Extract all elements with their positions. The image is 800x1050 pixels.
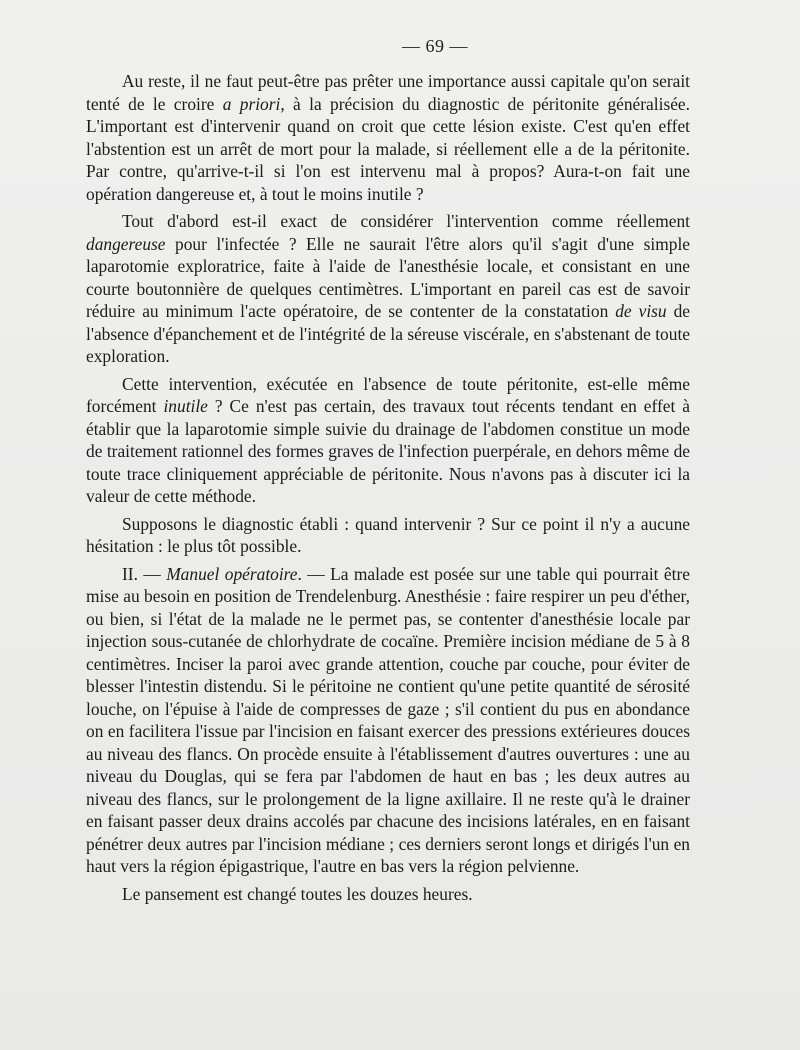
paragraph: [86, 563, 690, 878]
text-run: ? Ce n'est pas certain, des travaux tout récents tendant en effet à établir que la laparotomie simple suivie du drainage de l'abdomen constitue un mode de traitement rationnel des formes graves de l'infection puerpérale, en dehors même de toute trace cliniquement appréciable de péritonite. Nous n'avons pas à discuter ici la valeur de cette méthode.: [86, 396, 690, 506]
italic-text-run: Manuel opératoire: [166, 563, 298, 584]
body-text: [86, 70, 690, 905]
text-run: Tout d'abord est-il exact de considérer l'intervention comme réellement: [122, 211, 690, 231]
italic-text-run: de visu: [615, 301, 667, 321]
page-number: — 69 —: [402, 36, 468, 56]
text-run: Le pansement est changé toutes les douzes heures.: [122, 883, 473, 904]
text-run: , à la précision du diagnostic de péritonite généralisée. L'important est d'intervenir quand on croit que cette lésion existe. C'est qu'en effet l'abstention est un arrêt de mort pour la malade, si réellement elle a de la péritonite. Par contre, qu'arrive-t-il si l'on est intervenu mal à propos? Aura-t-on fait une opération dangereuse et, à tout le moins inutile ?: [86, 93, 690, 204]
text-run: Supposons le diagnostic établi : quand intervenir ? Sur ce point il n'y a aucune hésitation : le plus tôt possible.: [86, 513, 690, 556]
paragraph: [86, 70, 690, 205]
italic-text-run: inutile: [163, 396, 208, 416]
paragraph: [86, 513, 690, 558]
text-run: . — La malade est posée sur une table qui pourrait être mise au besoin en position de Trendelenburg. Anesthésie : faire respirer un peu d'éther, ou bien, si l'état de la malade ne le permet pas, se contenter d'anesthésie locale par injection sous-cutanée de chlorhydrate de cocaïne. Première incision médiane de 5 à 8 centimètres. Inciser la paroi avec grande attention, couche par couche, pour éviter de blesser l'intestin distendu. Si le péritoine ne contient qu'une petite quantité de sérosité louche, on l'épuise à l'aide de compresses de gaze ; s'il contient du pus en abondance on en facilitera l'issue par l'incision en faisant exercer des pressions extérieures douces au niveau des flancs. On procède ensuite à l'établissement d'autres ouvertures : une au niveau du Douglas, qui se fera par l'abdomen de haut en bas ; les deux autres au niveau des flancs, sur le prolongement de la ligne axillaire. Il ne reste qu'à le drainer en faisant passer deux drains accolés par chacune des incisions latérales, en en faisant pénétrer deux autres par l'incision médiane ; ces derniers seront longs et dirigés l'un en haut vers la région épigastrique, l'autre en bas vers la région pelvienne.: [86, 563, 690, 876]
text-run: de l'absence d'épanchement et de l'intégrité de la séreuse viscérale, en s'abstenant de toute exploration.: [86, 301, 690, 366]
paragraph: [86, 883, 690, 906]
text-run: II. —: [122, 563, 167, 584]
paragraph: [86, 373, 690, 508]
paragraph: [86, 210, 690, 368]
italic-text-run: a priori: [222, 93, 281, 114]
text-run: Cette intervention, exécutée en l'absence de toute péritonite, est-elle même forcément: [86, 373, 690, 416]
text-run: Au reste, il ne faut peut-être pas prêter une importance aussi capitale qu'on serait tenté de le croire: [86, 71, 690, 114]
italic-text-run: dangereuse: [86, 233, 166, 254]
text-run: pour l'infectée ? Elle ne saurait l'être alors qu'il s'agit d'une simple laparotomie exploratrice, faite à l'aide de l'anesthésie locale, et consistant en une courte boutonnière de quelques centimètres. L'important en pareil cas est de savoir réduire au minimum l'acte opératoire, de se contenter de la constatation: [86, 233, 690, 321]
